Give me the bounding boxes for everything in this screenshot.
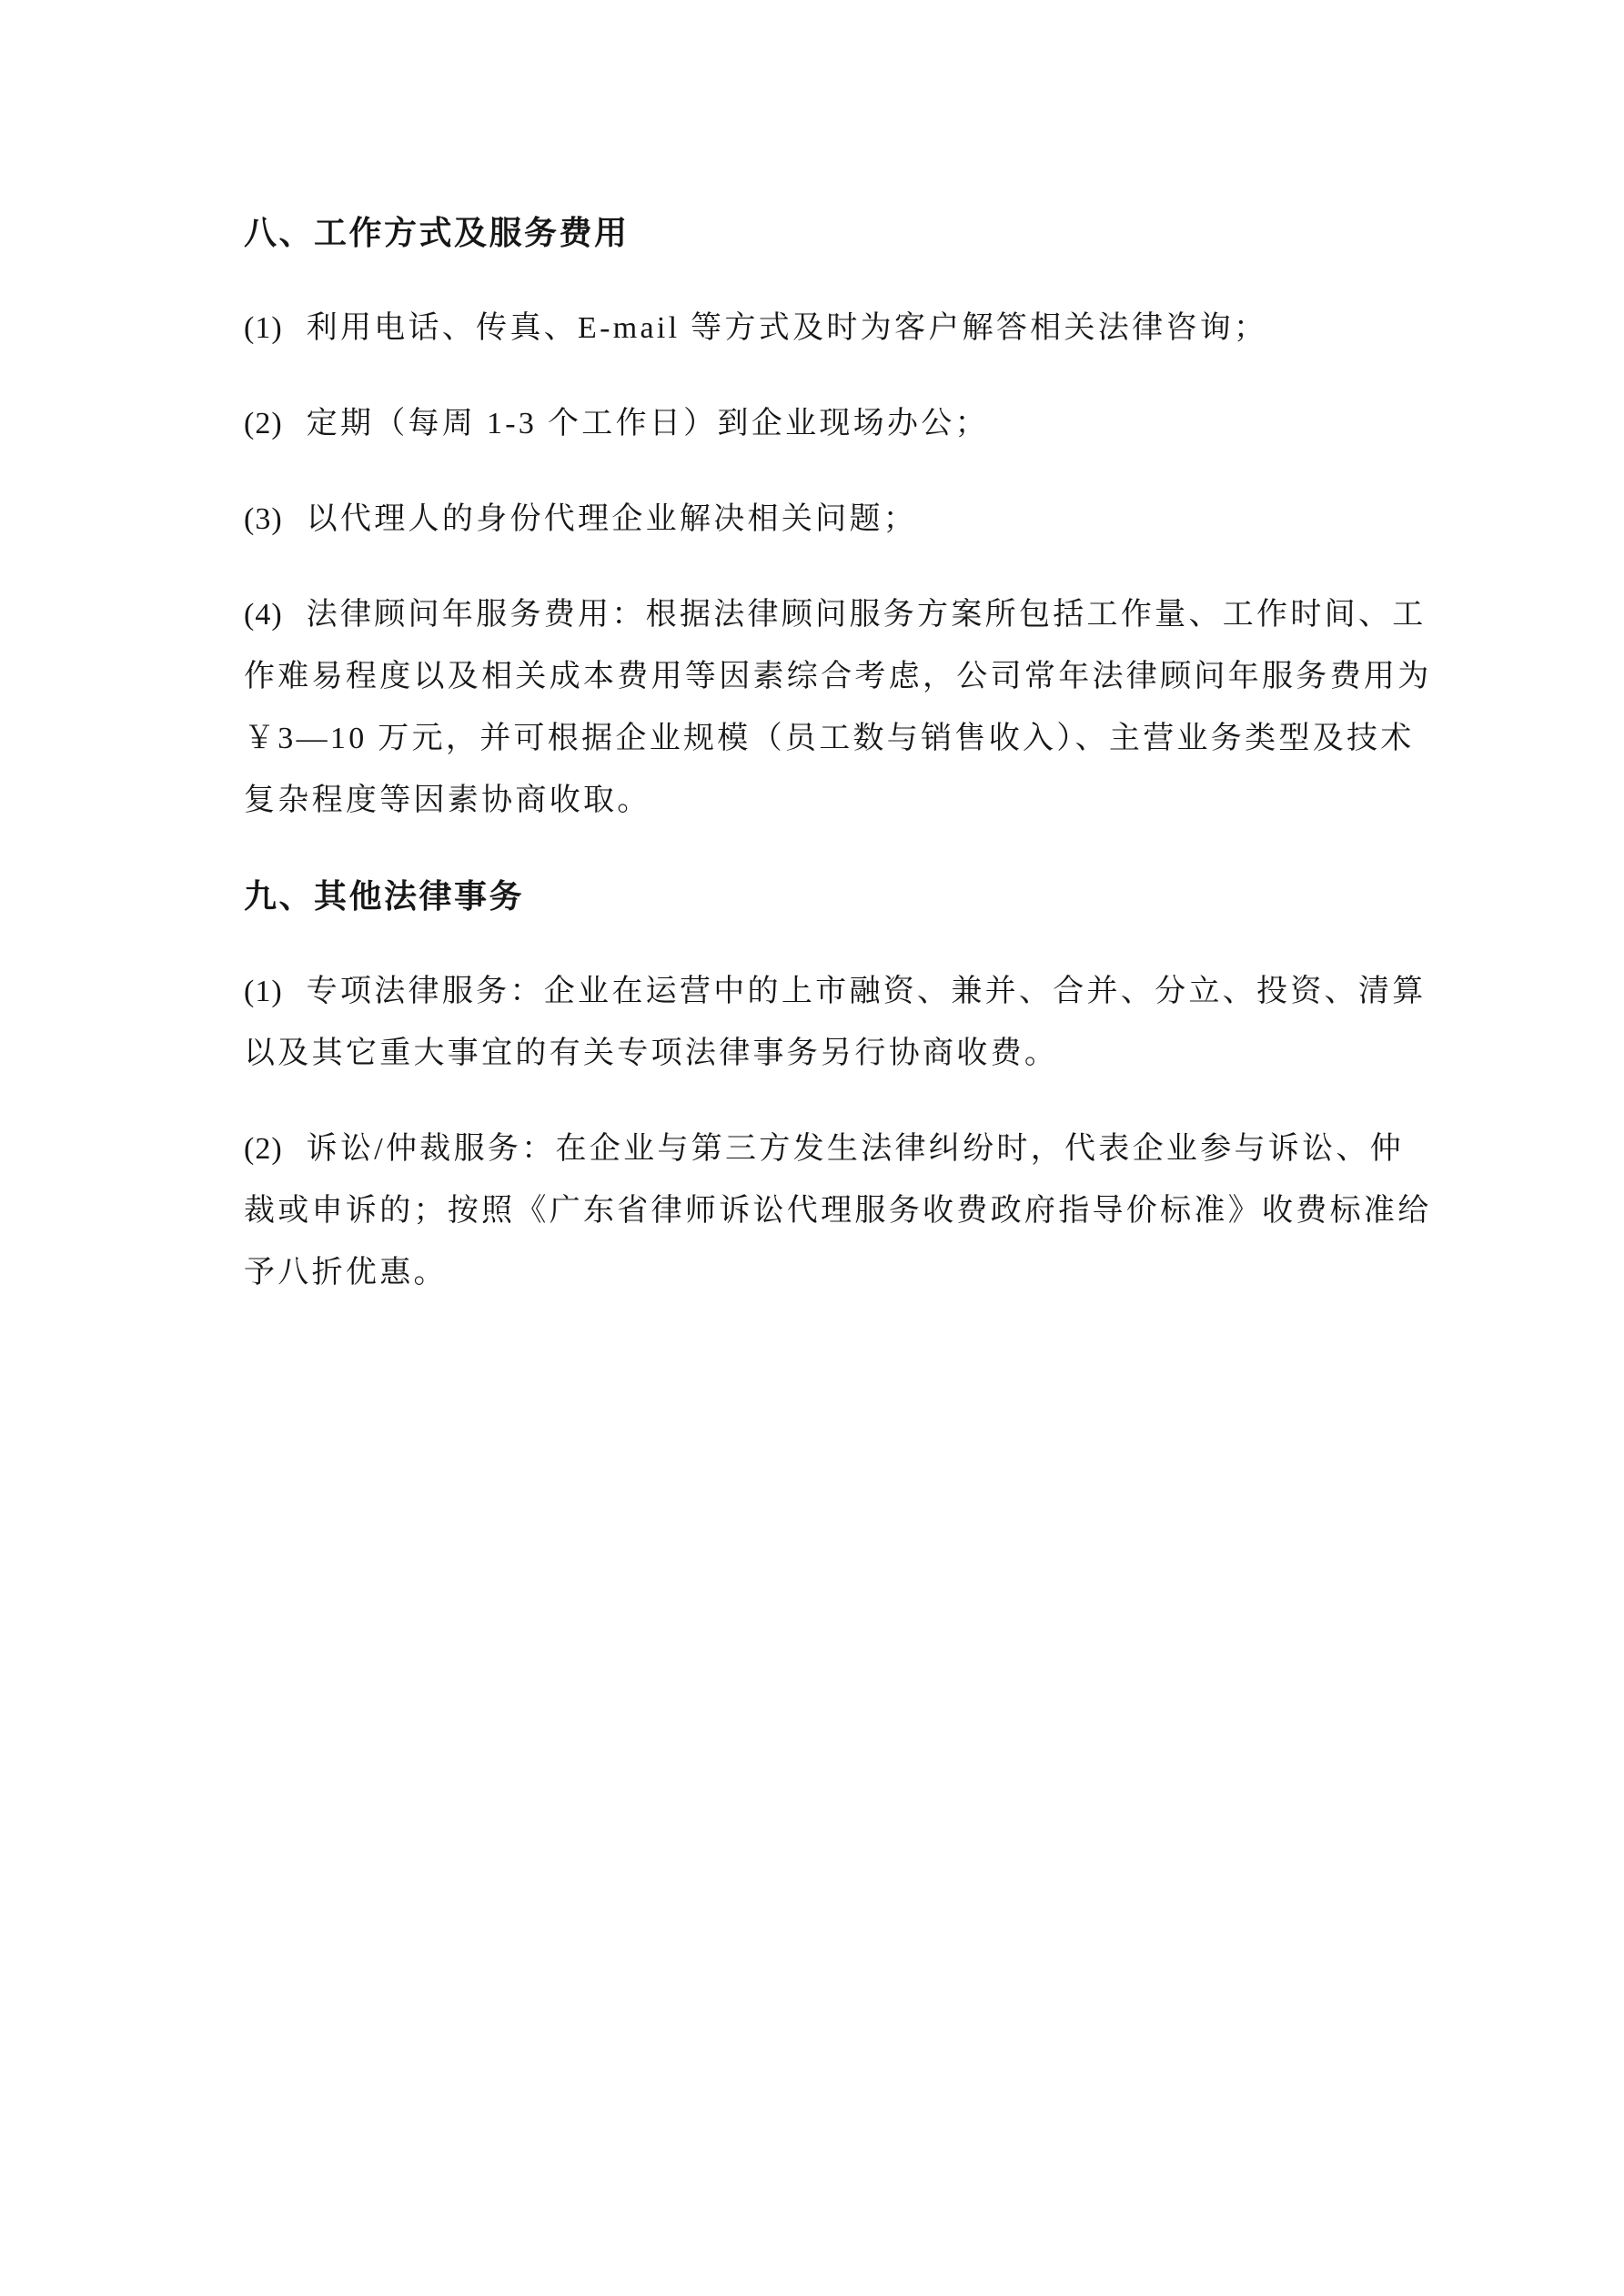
- paragraph-line: [244, 393, 1481, 455]
- section-9-heading: 九、其他法律事务: [244, 878, 525, 915]
- item-4-number: (4): [244, 598, 283, 632]
- paragraph-line: [244, 1118, 1481, 1180]
- section-8-heading: 八、工作方式及服务费用: [244, 215, 630, 251]
- paragraph-line: [244, 489, 1481, 551]
- paragraph-line: [244, 298, 1481, 359]
- section-8-item-2: [244, 393, 1481, 455]
- item-2-number: (2): [244, 407, 283, 440]
- item-4-text-line-3: ￥3—10 万元，并可根据企业规模（员工数与销售收入）、主营业务类型及技术: [244, 722, 1415, 755]
- item-3-text: 以代理人的身份代理企业解决相关问题；: [306, 502, 918, 536]
- item-2-text: 定期（每周 1-3 个工作日）到企业现场办公；: [306, 407, 989, 440]
- section-9-item-1-text-line-1: 专项法律服务：企业在运营中的上市融资、兼并、合并、分立、投资、清算: [306, 975, 1427, 1008]
- section-9-item-2-text-line-2: 裁或申诉的；按照《广东省律师诉讼代理服务收费政府指导价标准》收费标准给: [244, 1194, 1432, 1228]
- document-content: [244, 202, 1481, 1338]
- item-3-number: (3): [244, 502, 283, 536]
- item-1-text: 利用电话、传真、E-mail 等方式及时为客户解答相关法律咨询；: [306, 311, 1268, 345]
- section-9-item-2-text-line-3: 予八折优惠。: [244, 1256, 448, 1290]
- section-9-item-2-text-line-1: 诉讼/仲裁服务：在企业与第三方发生法律纠纷时，代表企业参与诉讼、仲: [306, 1132, 1404, 1166]
- section-9-item-2-number: (2): [244, 1132, 283, 1166]
- section-9-item-1-number: (1): [244, 975, 283, 1008]
- section-9-item-1-text-line-2: 以及其它重大事宜的有关专项法律事务另行协商收费。: [244, 1037, 1059, 1070]
- paragraph-line: [244, 584, 1481, 646]
- section-8-item-3: [244, 489, 1481, 551]
- item-4-text-line-1: 法律顾问年服务费用：根据法律顾问服务方案所包括工作量、工作时间、工: [306, 598, 1427, 632]
- section-9-item-2: [244, 1118, 1481, 1304]
- section-9-item-1: [244, 961, 1481, 1085]
- paragraph-line: [244, 961, 1481, 1023]
- item-4-text-line-2: 作难易程度以及相关成本费用等因素综合考虑，公司常年法律顾问年服务费用为: [244, 660, 1432, 693]
- section-8-item-4: [244, 584, 1481, 832]
- section-8-item-1: [244, 298, 1481, 359]
- item-1-number: (1): [244, 311, 283, 345]
- item-4-text-line-4: 复杂程度等因素协商收取。: [244, 784, 651, 817]
